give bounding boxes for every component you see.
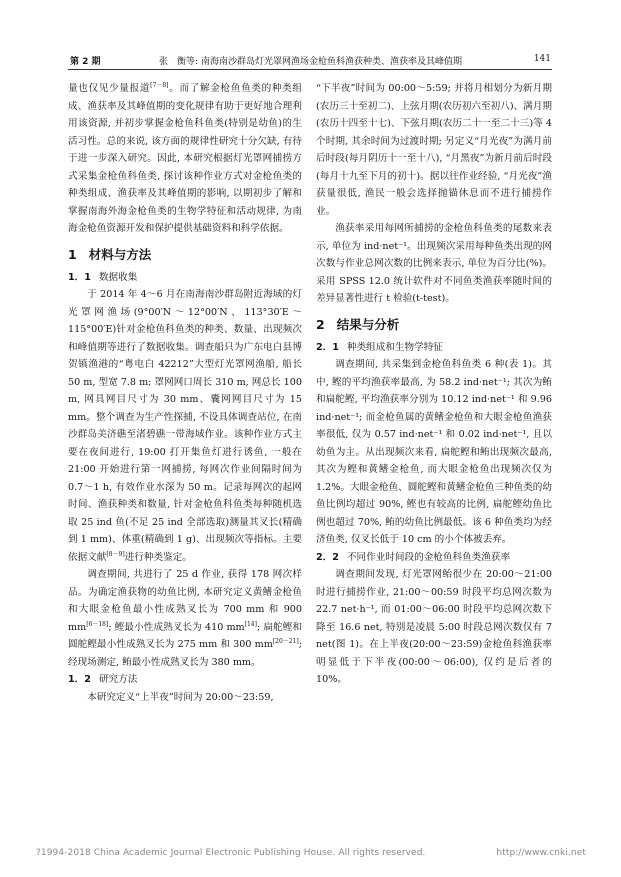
- subsection-number: 1．1: [68, 271, 91, 283]
- header-rule: [68, 69, 552, 70]
- body-paragraph: [68, 566, 302, 671]
- subsection-number: 1．2: [68, 674, 91, 685]
- paragraph-text: 调查期间, 共进行了 25 d 作业, 获得 178 网次样品。为确定渔获物的幼鱼比例, 本研究定义黄鳍金枪鱼和大眼金枪鱼最小性成熟叉长为 700 mm 和 900 mm: [68, 569, 302, 633]
- subsection-title: 不同作业时间段的金枪鱼科鱼类渔获率: [346, 551, 511, 563]
- issue-label: 第 2 期: [70, 57, 101, 67]
- running-header: [70, 54, 551, 70]
- section-heading: [68, 244, 302, 266]
- citation: [6－18]: [86, 620, 109, 628]
- body-paragraph: 调查期间发现, 灯光罩网鲐很少在 20:00～21:00 时进行捕捞作业, 21:00～00:59 时段平均总网次数为 22.7 net·h⁻¹, 而 01:00～06:00 时段平均总网次数下降至 16.6 net, 特别是凌晨 5:00 时段总网次数仅有 7 net(图 1)。在上半夜(20:00～23:59)金枪鱼科渔获率明显低于下半夜(00:00～06:00), 仅约是后者的 10%。: [316, 569, 552, 685]
- intro-text: 量也仅见少量报道: [68, 83, 151, 94]
- subsection-title: 种类组成和生物学特征: [346, 341, 443, 353]
- footer-link[interactable]: http://www.cnki.net: [496, 848, 586, 858]
- intro-paragraph: [68, 80, 302, 238]
- body-paragraph: “下半夜”时间为 00:00～5:59; 并将月相划分为新月期(农历三十至初二)、上弦月期(农历初六至初八)、满月期(农历十四至十七)、下弦月期(农历二十一至二十三)等 4 个时期, 其余时间为过渡时期; 另定义“月光夜”为满月前后时段(每月阴历十一至十八), “月黑夜”为新月前后时段(每月十九至下月的初十)。据以往作业经验, “月光夜”渔获量很低, 渔民一般会选择抛锚休息而不进行捕捞作业。: [316, 83, 552, 217]
- right-column: [316, 80, 552, 689]
- body-paragraph: 调查期间, 共采集到金枪鱼科鱼类 6 种(表 1)。其中, 鲣的平均渔获率最高, 为 58.2 ind·net⁻¹; 其次为鲔和扁舵鲣, 平均渔获率分别为 10.12 ind·net⁻¹ 和 9.96 ind·net⁻¹; 而金枪鱼属的黄鳍金枪鱼和大眼金枪鱼渔获率很低, 仅为 0.57 ind·net⁻¹ 和 0.02 ind·net⁻¹, 且以幼鱼为主。从出现频次来看, 扁舵鲣和鲔出现频次最高, 其次为鲣和黄鳍金枪鱼, 而大眼金枪鱼出现频次仅为 1.2%。大眼金枪鱼、圆舵鲣和黄鳍金枪鱼三种鱼类的幼鱼比例均超过 90%, 鲣也有较高的比例, 扁舵鲣幼鱼比例也超过 70%, 鲔的幼鱼比例最低。该 6 种鱼类均为经济鱼类, 仅叉长低于 10 cm 的小个体被丢弃。: [316, 359, 552, 545]
- section-number: 2: [316, 316, 325, 332]
- paragraph-text-mid: ; 鲣最小性成熟叉长为 410 mm: [108, 621, 245, 633]
- citation: [14]: [244, 620, 257, 628]
- section-title: 材料与方法: [88, 246, 152, 262]
- subsection-heading: [316, 339, 552, 357]
- subsection-heading: [68, 671, 302, 689]
- subsection-title: 研究方法: [98, 674, 138, 685]
- subsection-title: 数据收集: [98, 271, 138, 283]
- section-number: 1: [68, 246, 77, 262]
- paragraph-text-rest: ; 经现场测定, 鲔最小性成熟叉长为 380 mm。: [68, 639, 302, 668]
- section-heading: [316, 314, 552, 336]
- body-paragraph: 渔获率采用每网所捕捞的金枪鱼科鱼类的尾数来表示, 单位为 ind·net⁻¹。出现频次采用每种鱼类出现的网次数与作业总网次数的比例来表示, 单位为百分比(%)。采用 SPSS 12.0 统计软件对不同鱼类渔获率随时间的差异显著性进行 t 检验(t-test)。: [316, 223, 552, 304]
- paragraph-text-rest: 进行种类鉴定。: [124, 551, 192, 563]
- intro-text-rest: 。而了解金枪鱼鱼类的种类组成、渔获率及其峰值期的变化规律有助于更好地合理利用该资源, 并初步掌握金枪鱼科鱼类(特别是幼鱼)的生活习性。总的来说, 该方面的规律性研究十分欠缺, 有待于进一步深入研究。因此, 本研究根据灯光罩网捕捞方式采集金枪鱼科鱼类, 探讨该种作业方式对金枪鱼类的种类组成、渔获率及其峰值期的影响, 以期初步了解和掌握南海外海金枪鱼类的生物学特征和活动规律, 为南海金枪鱼资源开发和保护提供基础资料和科学依据。: [68, 83, 303, 234]
- citation: [20－21]: [272, 638, 299, 645]
- body-paragraph: 本研究定义“上半夜”时间为 20:00～23:59,: [87, 691, 274, 703]
- running-title: 张 衡等: 南海南沙群岛灯光罩网渔场金枪鱼科渔获种类、渔获率及其峰值期: [159, 57, 462, 67]
- subsection-number: 2．1: [316, 341, 339, 353]
- section-title: 结果与分析: [336, 316, 400, 332]
- subsection-heading: [68, 269, 302, 287]
- copyright-text: ?1994-2018 China Academic Journal Electronic Publishing House. All rights reserved.: [36, 848, 426, 858]
- paragraph-text: 于 2014 年 4～6 月在南海南沙群岛附近海域的灯光罩网渔场(9°00′N～12°00′N、113°30′E～115°00′E)针对金枪鱼科鱼类的种类、数量、出现频次和峰值期等进行了数据收集。调查船只为广东电白县博贺镇渔港的“粤电白 42212”大型灯光罩网渔船, 船长 50 m, 型宽 7.8 m; 罩网网口周长 310 m, 网总长 100 m, 网具网目尺寸为 30 mm、囊网网目尺寸为 15 mm。整个调查为生产性探捕, 不设具体调查站位, 在南沙群岛美济礁至渚碧礁一带海域作业。该种作业方式主要在夜间进行, 19:00 打开集鱼灯进行诱鱼, 一般在 21:00 开始进行第一网捕捞, 每网次作业间隔时间为 0.7～1 h, 有效作业水深为 50 m。记录每网次的起网时间、渔获种类和数量, 针对金枪鱼科鱼类每种随机选取 25 ind 鱼(不足 25 ind 全部选取)测量其叉长(精确到 1 mm)、体重(精确到 1 g)、出现频次等指标。主要依据文献: [68, 289, 302, 563]
- subsection-heading: [316, 549, 552, 567]
- citation: [7－8]: [150, 82, 169, 89]
- page-number: 141: [533, 54, 551, 64]
- body-paragraph: [68, 286, 302, 566]
- paragraph-text-mid: ; 扁舵鲣和圆舵鲣最小性成熟叉长为 275 mm 和 300 mm: [68, 621, 302, 650]
- citation: [8－9]: [106, 550, 125, 558]
- subsection-number: 2．2: [316, 551, 339, 563]
- left-column: [68, 80, 302, 706]
